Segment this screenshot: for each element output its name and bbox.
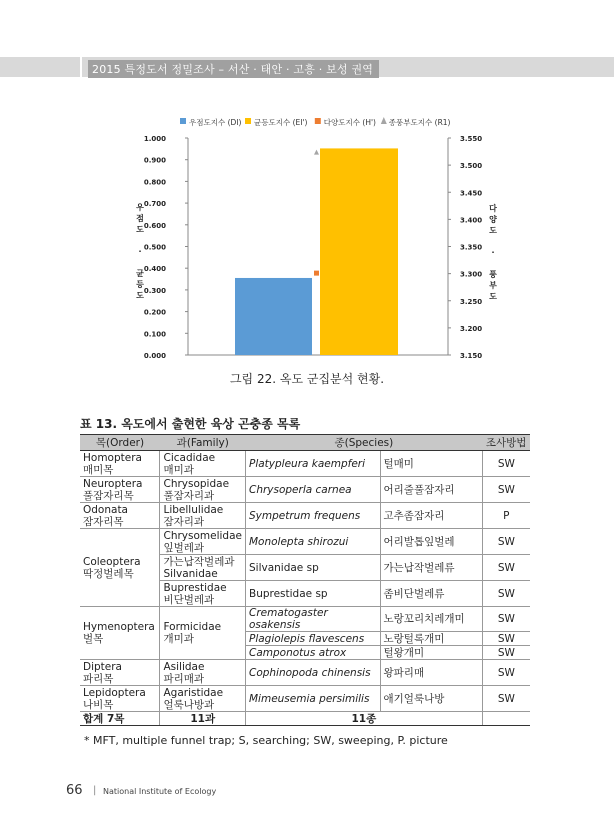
species-table: [80, 434, 530, 726]
family-cell: [160, 607, 246, 660]
header-accent: [80, 57, 82, 77]
left-axis-label-char: 등: [136, 280, 144, 289]
table-header-row: [80, 435, 530, 451]
order-name: Neuroptera: [83, 477, 143, 490]
right-tick-label: 3.500: [460, 162, 483, 171]
total-method: [482, 712, 530, 726]
legend-marker: [245, 118, 251, 124]
family-cell: [160, 581, 246, 607]
legend-label: 종풍부도지수 (R1): [388, 118, 451, 127]
table-row: [80, 660, 530, 686]
right-axis-label-char: 도: [489, 226, 497, 235]
right-axis-label-char: 풍: [489, 270, 497, 279]
right-tick-label: 3.550: [460, 135, 483, 143]
family-name: Libellulidae: [163, 503, 224, 516]
order-cell: [80, 686, 160, 712]
order-cell: [80, 660, 160, 686]
table-row: [80, 477, 530, 503]
table-total-row: [80, 712, 530, 726]
order-cell: [80, 529, 160, 607]
page-separator: |: [93, 785, 97, 796]
survey-method: SW: [482, 607, 530, 632]
header-method: 조사방법: [482, 435, 530, 451]
legend-marker: [381, 117, 387, 124]
left-tick-label: 0.000: [143, 352, 166, 360]
family-name-kr: 잠자리과: [163, 515, 205, 528]
left-axis-label-char: 균: [136, 269, 144, 278]
right-tick-label: 3.400: [460, 216, 483, 225]
header-species: 종(Species): [245, 435, 482, 451]
legend-marker: [180, 118, 186, 124]
species-korean-name: 가는납작벌레류: [380, 555, 482, 581]
left-tick-label: 0.200: [143, 308, 166, 317]
order-name-kr: 나비목: [83, 698, 114, 711]
total-family: 11과: [160, 712, 246, 726]
order-cell: [80, 607, 160, 660]
right-axis-label-char: 다: [489, 204, 497, 213]
species-korean-name: 털매미: [380, 451, 482, 477]
table-title: 표 13. 옥도에서 출현한 육상 곤충종 목록: [80, 417, 301, 431]
header-title: 2015 특정도서 정밀조사 – 서산 · 태안 · 고흥 · 보성 권역: [88, 60, 379, 78]
order-name-kr: 딱정벌레목: [83, 567, 134, 580]
family-cell: [160, 451, 246, 477]
species-scientific-name: Cophinopoda chinensis: [245, 660, 380, 686]
left-axis-label-char: ·: [138, 247, 142, 256]
total-species: 11종: [245, 712, 482, 726]
family-name-kr: Silvanidae: [163, 567, 218, 580]
order-cell: [80, 451, 160, 477]
family-cell: [160, 660, 246, 686]
survey-method: P: [482, 503, 530, 529]
family-cell: [160, 503, 246, 529]
left-tick-label: 0.500: [143, 243, 166, 252]
institute-name: National Institute of Ecology: [103, 787, 217, 796]
survey-method: SW: [482, 646, 530, 660]
species-scientific-name: Plagiolepis flavescens: [245, 632, 380, 646]
species-korean-name: 노랑털록개미: [380, 632, 482, 646]
left-tick-label: 0.800: [143, 178, 166, 187]
family-name-kr: 비단벌레과: [163, 593, 215, 606]
point-diversity-index: [314, 271, 319, 276]
species-korean-name: 왕파리매: [380, 660, 482, 686]
family-name-kr: 잎벌레과: [163, 541, 205, 554]
header-family: 과(Family): [160, 435, 246, 451]
legend-label: 다양도지수 (H'): [323, 118, 376, 127]
family-name: 가는납작벌레과: [163, 555, 235, 568]
bar-evenness-index: [320, 148, 398, 355]
left-tick-label: 0.300: [143, 286, 166, 295]
right-tick-label: 3.300: [460, 270, 483, 279]
order-cell: [80, 477, 160, 503]
order-name-kr: 매미목: [83, 463, 114, 476]
right-tick-label: 3.200: [460, 324, 483, 333]
figure-caption: 그림 22. 옥도 군집분석 현황.: [229, 372, 385, 386]
species-korean-name: 어리줄풀잠자리: [380, 477, 482, 503]
family-name: Buprestidae: [163, 581, 227, 594]
species-scientific-name: Monolepta shirozui: [245, 529, 380, 555]
total-order: 합계 7목: [80, 712, 160, 726]
family-name: Chrysomelidae: [163, 529, 242, 542]
table-row: [80, 686, 530, 712]
family-name: Asilidae: [163, 660, 205, 673]
family-name-kr: 풀잠자리과: [163, 489, 215, 502]
species-korean-name: 털왕개미: [380, 646, 482, 660]
family-name: Chrysopidae: [163, 477, 230, 490]
left-axis-label-char: 도: [136, 291, 144, 300]
left-tick-label: 0.900: [143, 156, 166, 165]
family-name: Cicadidae: [163, 451, 216, 464]
right-axis-label-char: ·: [491, 248, 495, 257]
left-tick-label: 0.700: [143, 200, 166, 209]
species-korean-name: 노랑꼬리치레개미: [380, 607, 482, 632]
left-axis-label-char: 점: [136, 214, 144, 223]
right-tick-label: 3.250: [460, 297, 483, 306]
header-order: 목(Order): [80, 435, 160, 451]
species-scientific-name: Buprestidae sp: [245, 581, 380, 607]
order-name: Odonata: [83, 503, 128, 516]
order-name: Hymenoptera: [83, 621, 155, 633]
survey-method: SW: [482, 451, 530, 477]
species-korean-name: 애기얼룩나방: [380, 686, 482, 712]
survey-method: SW: [482, 632, 530, 646]
order-cell: [80, 503, 160, 529]
family-cell: [160, 555, 246, 581]
survey-method: SW: [482, 477, 530, 503]
survey-method: SW: [482, 581, 530, 607]
order-name: Lepidoptera: [83, 686, 146, 699]
survey-method: SW: [482, 660, 530, 686]
survey-method: SW: [482, 555, 530, 581]
left-axis-label-char: 도: [136, 225, 144, 234]
right-tick-label: 3.450: [460, 189, 483, 198]
species-scientific-name: Mimeusemia persimilis: [245, 686, 380, 712]
species-korean-name: 좀비단벌레류: [380, 581, 482, 607]
table-row: [80, 503, 530, 529]
point-richness-index: [314, 150, 319, 155]
family-cell: [160, 686, 246, 712]
order-name-kr: 파리목: [83, 672, 114, 685]
family-name-kr: 얼룩나방과: [163, 698, 215, 711]
left-tick-label: 0.100: [143, 330, 166, 339]
legend-label: 균등도지수 (EI'): [254, 118, 308, 127]
right-tick-label: 3.350: [460, 243, 483, 252]
species-scientific-name: Crematogaster osakensis: [245, 607, 380, 632]
community-analysis-chart: [118, 114, 498, 366]
family-name: Formicidae: [163, 621, 222, 633]
species-scientific-name: Camponotus atrox: [245, 646, 380, 660]
family-name-kr: 매미과: [163, 463, 194, 476]
table-row: [80, 529, 530, 555]
page-number: 66: [66, 783, 83, 798]
left-axis-label-char: 우: [136, 203, 144, 212]
legend-label: 우점도지수 (DI): [189, 118, 242, 127]
family-cell: [160, 529, 246, 555]
family-cell: [160, 477, 246, 503]
order-name-kr: 풀잠자리목: [83, 489, 134, 502]
left-tick-label: 0.400: [143, 265, 166, 274]
table-row: [80, 607, 530, 632]
right-axis-label-char: 양: [489, 215, 497, 224]
order-name-kr: 잠자리목: [83, 515, 124, 528]
left-tick-label: 1.000: [143, 135, 166, 143]
footnote: * MFT, multiple funnel trap; S, searching; SW, sweeping, P. picture: [84, 734, 448, 747]
family-name-kr: 파리매과: [163, 672, 205, 685]
species-scientific-name: Silvanidae sp: [245, 555, 380, 581]
order-name-kr: 벌목: [83, 633, 104, 645]
right-axis-label-char: 부: [489, 281, 497, 290]
order-name: Diptera: [83, 660, 122, 673]
legend-marker: [315, 118, 321, 124]
species-korean-name: 고추좀잠자리: [380, 503, 482, 529]
family-name: Agaristidae: [163, 686, 224, 699]
survey-method: SW: [482, 529, 530, 555]
family-name-kr: 개미과: [163, 633, 194, 645]
species-korean-name: 어리발톱잎벌레: [380, 529, 482, 555]
right-axis-label-char: 도: [489, 292, 497, 301]
left-tick-label: 0.600: [143, 221, 166, 230]
right-tick-label: 3.150: [460, 352, 483, 360]
survey-method: SW: [482, 686, 530, 712]
order-name: Homoptera: [83, 451, 142, 464]
species-scientific-name: Chrysoperla carnea: [245, 477, 380, 503]
species-scientific-name: Sympetrum frequens: [245, 503, 380, 529]
bar-dominance-index: [235, 278, 312, 355]
table-row: [80, 451, 530, 477]
species-scientific-name: Platypleura kaempferi: [245, 451, 380, 477]
order-name: Coleoptera: [83, 555, 141, 568]
